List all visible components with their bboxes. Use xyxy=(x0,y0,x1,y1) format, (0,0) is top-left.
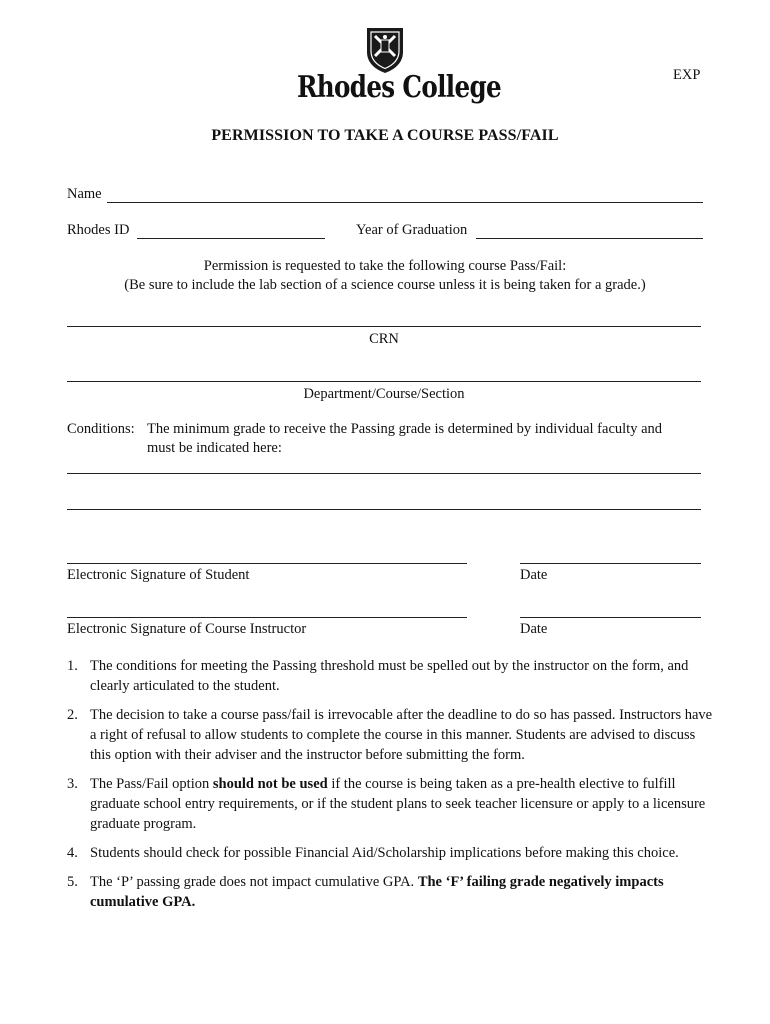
list-item-number: 1. xyxy=(67,658,78,674)
graduation-year-label: Year of Graduation xyxy=(356,222,468,238)
page-title: PERMISSION TO TAKE A COURSE PASS/FAIL xyxy=(211,127,559,144)
student-signature-field[interactable] xyxy=(67,563,467,564)
instructor-date-field[interactable] xyxy=(520,617,701,618)
rhodes-id-field[interactable] xyxy=(137,238,325,239)
student-signature-label: Electronic Signature of Student xyxy=(67,567,250,583)
list-item xyxy=(67,774,717,834)
list-item-text: The ‘P’ passing grade does not impact cumulative GPA. xyxy=(90,874,418,890)
list-item xyxy=(67,705,717,765)
request-line-1: Permission is requested to take the following course Pass/Fail: xyxy=(203,258,567,274)
list-item xyxy=(67,843,717,863)
conditions-text-1: The minimum grade to receive the Passing grade is determined by individual faculty and xyxy=(147,421,663,437)
list-item-emphasis: The ‘F’ failing grade negatively impacts cumulative GPA. xyxy=(90,874,664,910)
list-item xyxy=(67,656,717,696)
list-item-number: 5. xyxy=(67,874,78,890)
list-item-number: 2. xyxy=(67,707,78,723)
list-item-number: 3. xyxy=(67,776,78,792)
conditions-field-2[interactable] xyxy=(67,509,701,510)
conditions-text-2: must be indicated here: xyxy=(147,440,282,456)
notes-list xyxy=(67,656,717,921)
list-item-number: 4. xyxy=(67,845,78,861)
list-item-text: The conditions for meeting the Passing threshold must be spelled out by the instructor on the form, and clearly articulated to the student. xyxy=(90,658,689,694)
list-item-text: The decision to take a course pass/fail is irrevocable after the deadline to do so has passed. Instructors have a right of refusal to allow students to complete the course in this manner. Students are advised to discuss this option with their adviser and the instructor before submitting the form. xyxy=(90,707,713,763)
rhodes-id-label: Rhodes ID xyxy=(67,222,130,238)
request-line-2: (Be sure to include the lab section of a science course unless it is being taken for a grade.) xyxy=(124,277,646,293)
instructor-date-label: Date xyxy=(520,621,548,637)
conditions-label: Conditions: xyxy=(67,421,135,437)
graduation-year-field[interactable] xyxy=(476,238,703,239)
dept-course-section-label: Department/Course/Section xyxy=(303,386,465,402)
list-item-text: if the course is being taken as a pre-health elective to fulfill graduate school entry requirements, or if the student plans to seek teacher licensure or apply to a licensure graduate program. xyxy=(90,776,706,832)
list-item xyxy=(67,872,717,912)
dept-course-section-field[interactable] xyxy=(67,381,701,382)
exp-label: EXP xyxy=(673,67,701,83)
conditions-field-1[interactable] xyxy=(67,473,701,474)
instructor-signature-label: Electronic Signature of Course Instructor xyxy=(67,621,307,637)
list-item-text: The Pass/Fail option xyxy=(90,776,213,792)
college-name: Rhodes College xyxy=(297,70,502,105)
crn-field[interactable] xyxy=(67,326,701,327)
list-item-text: Students should check for possible Financial Aid/Scholarship implications before making this choice. xyxy=(90,845,679,861)
list-item-emphasis: should not be used xyxy=(212,776,328,792)
name-field[interactable] xyxy=(107,202,703,203)
name-label: Name xyxy=(67,186,102,202)
student-date-label: Date xyxy=(520,567,548,583)
crn-label: CRN xyxy=(369,331,399,347)
student-date-field[interactable] xyxy=(520,563,701,564)
college-crest-icon xyxy=(365,26,405,74)
instructor-signature-field[interactable] xyxy=(67,617,467,618)
